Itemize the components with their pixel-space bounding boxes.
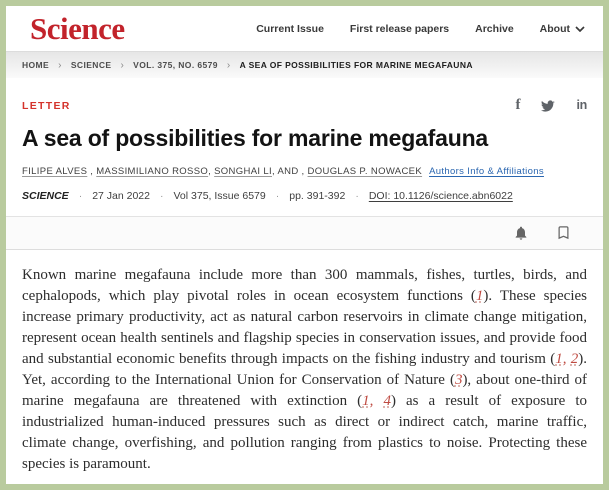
site-header — [6, 6, 603, 52]
facebook-icon[interactable]: f — [515, 97, 521, 113]
nav-item-current-issue[interactable]: Current Issue — [256, 22, 324, 35]
twitter-icon[interactable] — [541, 100, 555, 112]
bookmark-icon[interactable] — [556, 225, 571, 240]
main-nav — [256, 23, 585, 35]
chevron-down-icon — [575, 26, 585, 32]
science-logo[interactable]: Science — [30, 11, 125, 46]
author-list — [22, 166, 587, 177]
nav-item-first-release-papers[interactable]: First release papers — [349, 22, 450, 35]
reference-link[interactable]: 1 — [362, 392, 370, 409]
meta-separator: · — [275, 189, 280, 202]
volume-issue: Vol 375, Issue 6579 — [173, 189, 266, 202]
article-type-label: LETTER — [22, 99, 71, 112]
publish-date: 27 Jan 2022 — [92, 189, 150, 202]
meta-separator: · — [160, 189, 164, 202]
reference-link[interactable]: 2 — [570, 350, 579, 367]
breadcrumb-separator: › — [58, 59, 62, 71]
author-link[interactable]: DOUGLAS P. NOWACEK — [307, 165, 423, 177]
author-link[interactable]: FILIPE ALVES — [22, 165, 88, 177]
social-share-bar — [515, 98, 587, 113]
citation-meta — [22, 190, 587, 202]
reference-link[interactable]: 1 — [475, 287, 484, 304]
meta-separator: · — [355, 189, 359, 202]
reference-link[interactable]: 3 — [454, 371, 463, 388]
article-header-section — [6, 98, 603, 202]
meta-separator: · — [78, 189, 83, 202]
article-body-section — [6, 265, 603, 475]
nav-item-about[interactable]: About — [540, 23, 585, 35]
author-names: FILIPE ALVES , MASSIMILIANO ROSSO, SONGHAI LI, AND , DOUGLAS P. NOWACEK — [22, 165, 423, 177]
authors-info-link[interactable]: Authors Info & Affiliations — [429, 165, 544, 177]
article-toolbar — [6, 216, 603, 250]
kicker-row — [22, 98, 587, 113]
article-body: Known marine megafauna include more than 300 mammals, fishes, turtles, birds, and cephalopods, which play pivotal roles in ocean ecosystem functions (1). These species increase primary productivity, act as natural carbon reservoirs in climate change mitigation, represent ocean health sentinels and flagship species in conservation issues, and provide food and substantial economic benefits through impacts on the fishing industry and tourism (1, 2). Yet, according to the International Union for Conservation of Nature (3), about one-third of marine megafauna are threatened with extinction (1, 4) as a result of exposure to industrialized human-induced pressures such as direct or indirect catch, marine traffic, climate change, overfishing, and pollution ranging from plastics to noise. Protecting these species is paramount. — [22, 266, 588, 472]
reference-link[interactable]: 1 — [555, 350, 563, 367]
breadcrumb-item[interactable]: HOME — [22, 60, 50, 70]
journal-name: SCIENCE — [22, 189, 69, 202]
author-link[interactable]: MASSIMILIANO ROSSO — [96, 165, 209, 177]
breadcrumb-item[interactable]: SCIENCE — [70, 60, 112, 70]
alerts-bell-icon[interactable] — [513, 225, 529, 241]
breadcrumb-item[interactable]: VOL. 375, NO. 6579 — [133, 60, 218, 70]
breadcrumb-separator: › — [120, 59, 125, 71]
page-range: pp. 391-392 — [289, 189, 346, 202]
breadcrumb-separator: › — [226, 59, 231, 71]
breadcrumb — [6, 52, 603, 78]
doi-link[interactable]: DOI: 10.1126/science.abn6022 — [368, 189, 513, 202]
author-link[interactable]: SONGHAI LI — [214, 165, 272, 177]
reference-comma: , — [369, 392, 384, 409]
breadcrumb-item: A SEA OF POSSIBILITIES FOR MARINE MEGAFAUNA — [239, 60, 473, 70]
reference-link[interactable]: 4 — [383, 392, 391, 409]
nav-item-archive[interactable]: Archive — [475, 22, 514, 35]
article-title: A sea of possibilities for marine megafauna — [22, 125, 489, 151]
reference-comma: , — [562, 350, 571, 367]
linkedin-icon[interactable]: in — [576, 98, 587, 113]
